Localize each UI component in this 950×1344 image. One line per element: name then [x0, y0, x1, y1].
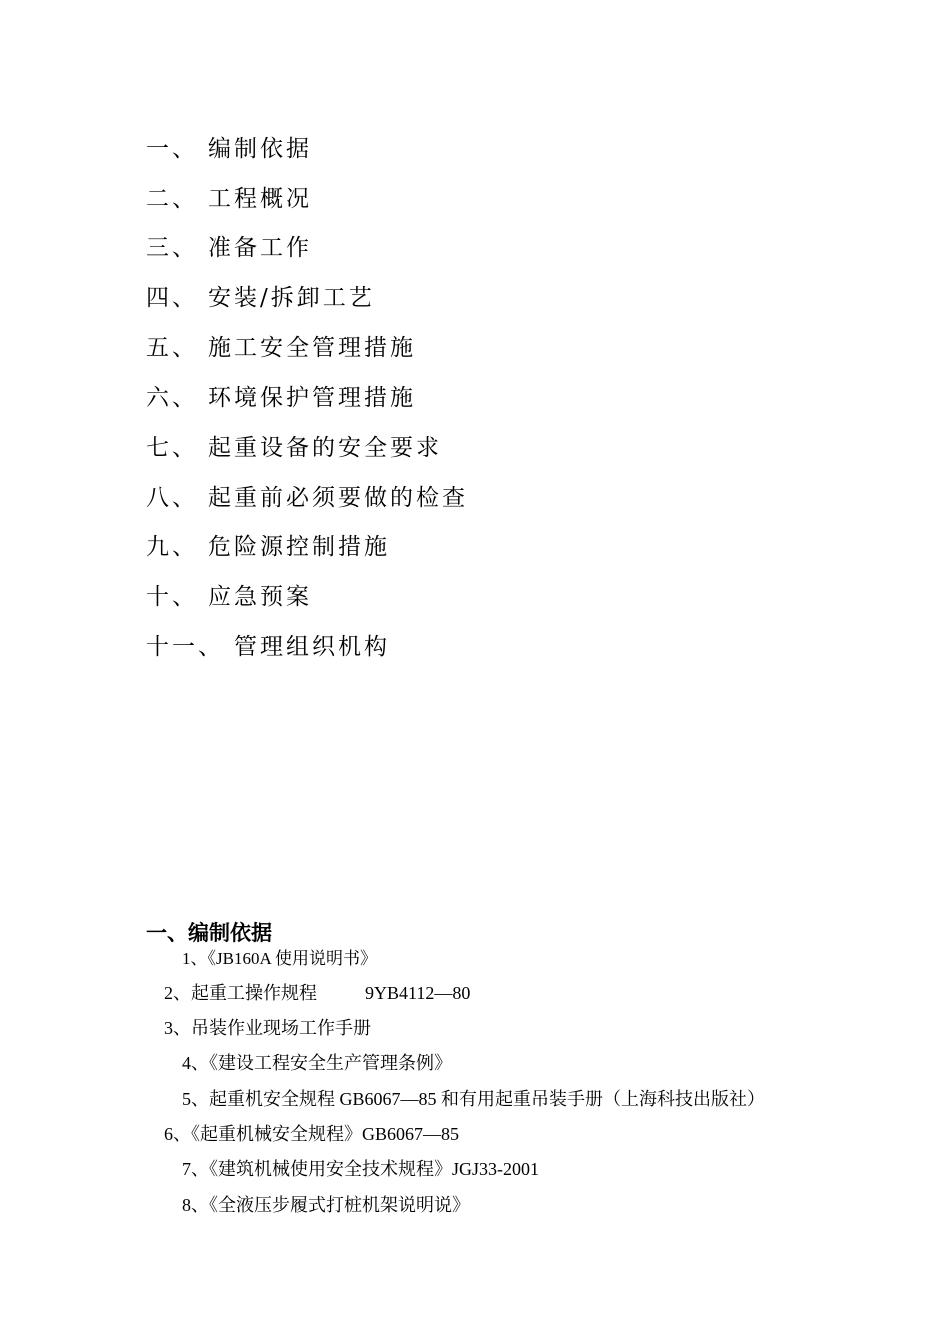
toc-item-number: 十、	[146, 584, 198, 610]
toc-item-title: 管理组织机构	[234, 634, 390, 660]
reference-item-2	[164, 980, 470, 1006]
reference-item-1: 1、《JB160A 使用说明书》	[182, 949, 378, 968]
reference-item-5: 5、起重机安全规程 GB6067—85 和有用起重吊装手册（上海科技出版社）	[182, 1089, 766, 1109]
toc-item-title: 应急预案	[208, 584, 312, 610]
section-heading: 一、编制依据	[146, 922, 272, 945]
toc-item-number: 八、	[146, 485, 198, 511]
toc-item-6	[146, 383, 416, 413]
toc-item-2	[146, 184, 312, 214]
reference-item-8: 8、《全液压步履式打桩机架说明说》	[182, 1195, 470, 1215]
toc-item-title: 危险源控制措施	[208, 534, 390, 560]
toc-item-5	[146, 333, 416, 363]
toc-item-number: 九、	[146, 534, 198, 560]
toc-item-title: 环境保护管理措施	[208, 385, 416, 411]
toc-item-number: 二、	[146, 186, 198, 212]
reference-item-4: 4、《建设工程安全生产管理条例》	[182, 1053, 452, 1073]
reference-item-3: 3、吊装作业现场工作手册	[164, 1018, 371, 1038]
toc-item-title: 施工安全管理措施	[208, 335, 416, 361]
toc-item-number: 六、	[146, 385, 198, 411]
toc-item-title: 安装/拆卸工艺	[208, 285, 375, 311]
toc-item-title: 准备工作	[208, 235, 312, 261]
toc-item-number: 五、	[146, 335, 198, 361]
toc-item-title: 工程概况	[208, 186, 312, 212]
toc-item-number: 四、	[146, 285, 198, 311]
toc-item-number: 一、	[146, 136, 198, 162]
toc-item-11	[146, 632, 390, 662]
toc-item-3	[146, 233, 312, 263]
toc-item-number: 三、	[146, 235, 198, 261]
reference-text: 2、起重工操作规程	[164, 983, 317, 1003]
toc-item-9	[146, 532, 390, 562]
toc-item-4	[146, 283, 375, 313]
toc-item-title: 起重前必须要做的检查	[208, 485, 468, 511]
toc-item-title: 起重设备的安全要求	[208, 435, 442, 461]
toc-item-number: 七、	[146, 435, 198, 461]
toc-item-1	[146, 134, 312, 164]
toc-item-title: 编制依据	[208, 136, 312, 162]
reference-item-6: 6、《起重机械安全规程》GB6067—85	[164, 1124, 460, 1144]
toc-item-7	[146, 433, 442, 463]
toc-item-number: 十一、	[146, 634, 224, 660]
toc-item-8	[146, 483, 468, 513]
reference-code: 9YB4112—80	[365, 983, 471, 1003]
toc-item-10	[146, 582, 312, 612]
reference-item-7: 7、《建筑机械使用安全技术规程》JGJ33-2001	[182, 1159, 540, 1179]
